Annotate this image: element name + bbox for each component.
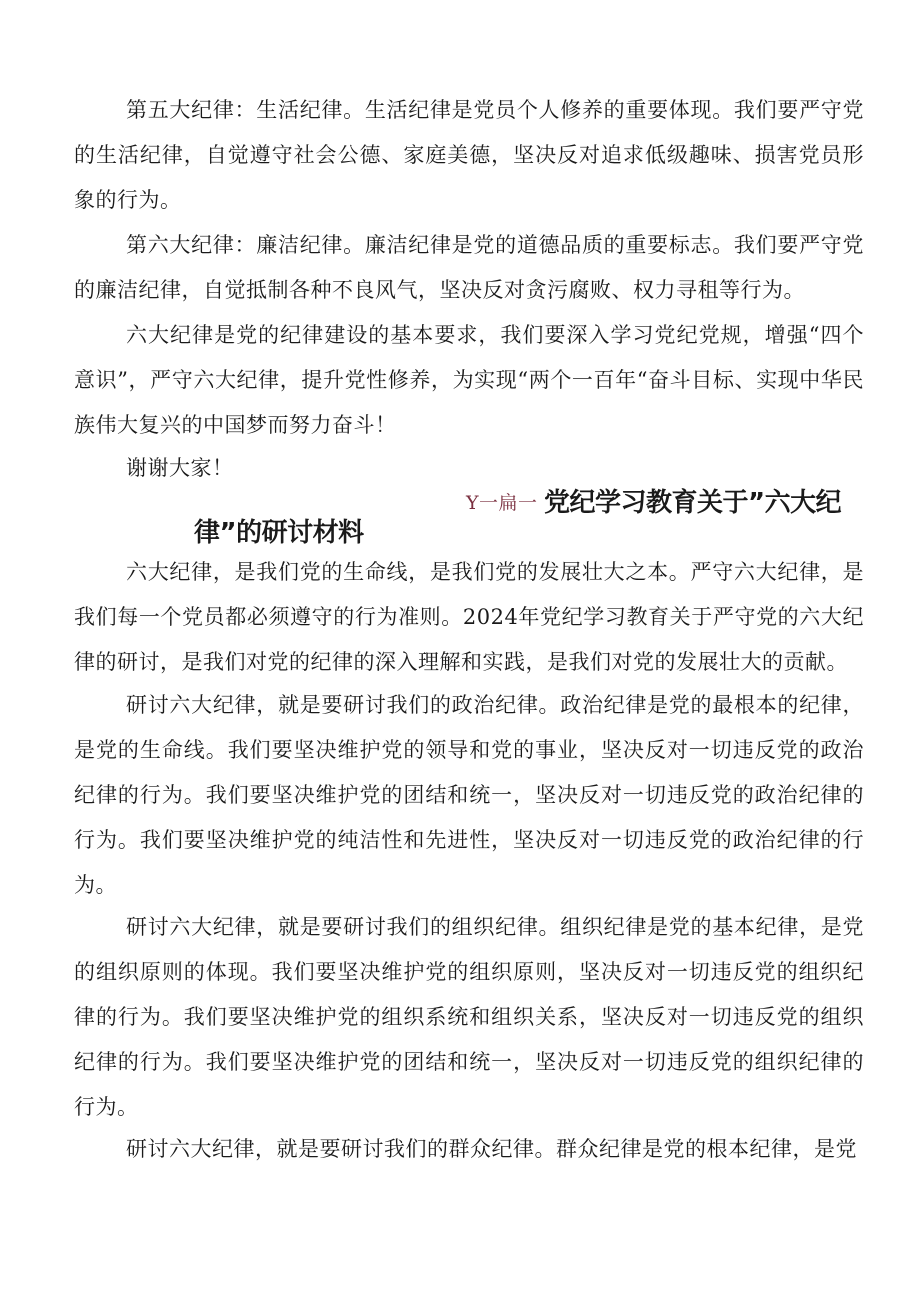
paragraph-intro: 六大纪律，是我们党的生命线，是我们党的发展壮大之本。严守六大纪律，是我们每一个党员都必须遵守的行为准则。2024年党纪学习教育关于严守党的六大纪律的研讨，是我们对党的纪律的深入理解和实践，是我们对党的发展壮大的贡献。 — [74, 560, 864, 674]
section-heading — [194, 482, 874, 552]
paragraph-mass-discipline: 研讨六大纪律，就是要研讨我们的群众纪律。群众纪律是党的根本纪律，是党 — [126, 1137, 857, 1161]
paragraph-political-discipline: 研讨六大纪律，就是要研讨我们的政治纪律。政治纪律是党的最根本的纪律，是党的生命线。我们要坚决维护党的领导和党的事业，坚决反对一切违反党的政治纪律的行为。我们要坚决维护党的团结和统一，坚决反对一切违反党的政治纪律的行为。我们要坚决维护党的纯洁性和先进性，坚决反对一切违反党的政治纪律的行为。 — [74, 693, 864, 897]
paragraph-summary: 六大纪律是党的纪律建设的基本要求，我们要深入学习党纪党规，增强“四个意识”，严守六大纪律，提升党性修养，为实现“两个一百年“奋斗目标、实现中华民族伟大复兴的中国梦而努力奋斗！ — [74, 323, 864, 437]
closing-thanks: 谢谢大家！ — [126, 456, 234, 480]
paragraph-life-discipline: 第五大纪律：生活纪律。生活纪律是党员个人修养的重要体现。我们要严守党的生活纪律，自觉遵守社会公德、家庭美德，坚决反对追求低级趣味、损害党员形象的行为。 — [74, 98, 864, 212]
paragraph-integrity-discipline: 第六大纪律：廉洁纪律。廉洁纪律是党的道德品质的重要标志。我们要严守党的廉洁纪律，自觉抵制各种不良风气，坚决反对贪污腐败、权力寻租等行为。 — [74, 233, 864, 302]
paragraph-organizational-discipline: 研讨六大纪律，就是要研讨我们的组织纪律。组织纪律是党的基本纪律，是党的组织原则的体现。我们要坚决维护党的组织原则，坚决反对一切违反党的组织纪律的行为。我们要坚决维护党的组织系统和组织关系，坚决反对一切违反党的组织纪律的行为。我们要坚决维护党的团结和统一，坚决反对一切违反党的组织纪律的行为。 — [74, 915, 864, 1119]
heading-prefix: Y一扁一 — [466, 492, 538, 514]
heading-line-2: 律”的研讨材料 — [194, 518, 364, 548]
heading-line-1: 党纪学习教育关于”六大纪 — [544, 488, 842, 518]
